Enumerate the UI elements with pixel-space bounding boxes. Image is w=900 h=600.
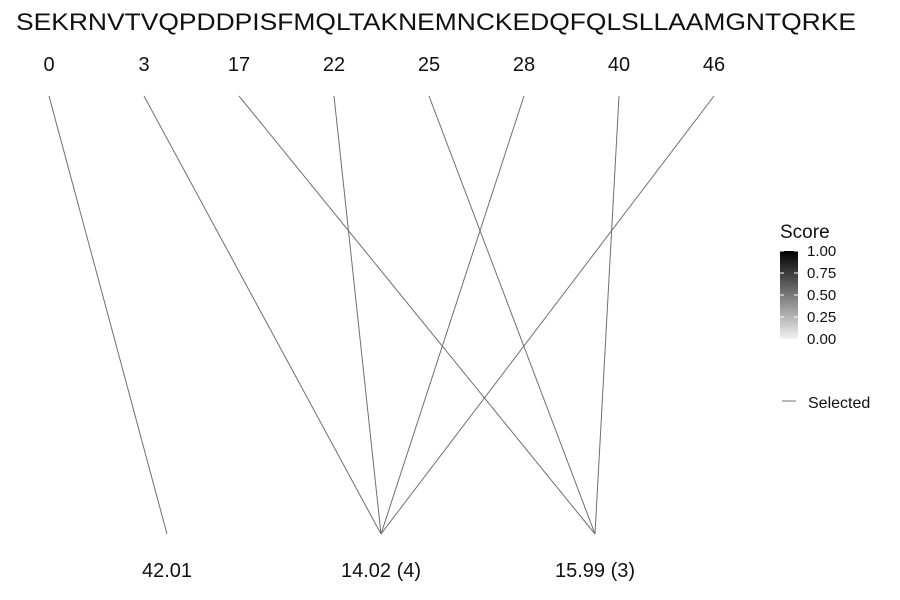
bottom-mass-label: 42.01 [141,560,193,582]
top-position-label: 0 [43,54,55,76]
legend [780,222,870,412]
legend-tick-label: 0.75 [807,265,837,282]
bottom-mass-label: 15.99 (3) [554,560,636,582]
top-position-label: 3 [138,54,150,76]
top-position-label: 46 [702,54,726,76]
top-position-label: 17 [227,54,251,76]
legend-tick-label: 1.00 [807,243,837,260]
legend-tick-label: 0.25 [807,309,837,326]
sequence-title: SEKRNVTVQPDDPISFMQLTAKNEMNCKEDQFQLSLLAAMGNTQRKE [16,9,856,36]
link-line-0 [49,96,167,534]
link-line-46 [381,96,714,534]
link-line-17 [239,96,595,534]
legend-title: Score [780,222,830,243]
link-line-3 [144,96,381,534]
top-position-label: 22 [322,54,346,76]
link-line-40 [595,96,619,534]
link-line-22 [334,96,381,534]
top-position-label: 40 [607,54,631,76]
bottom-mass-labels [142,560,635,582]
legend-tick-label: 0.00 [807,331,837,348]
top-position-labels [43,54,725,76]
top-position-label: 28 [512,54,536,76]
bottom-mass-label: 14.02 (4) [340,560,422,582]
top-position-label: 25 [417,54,441,76]
link-line-25 [429,96,595,534]
link-line-28 [381,96,524,534]
legend-tick-label: 0.50 [807,287,837,304]
link-lines [49,96,714,534]
legend-selected-label: Selected [808,395,871,412]
